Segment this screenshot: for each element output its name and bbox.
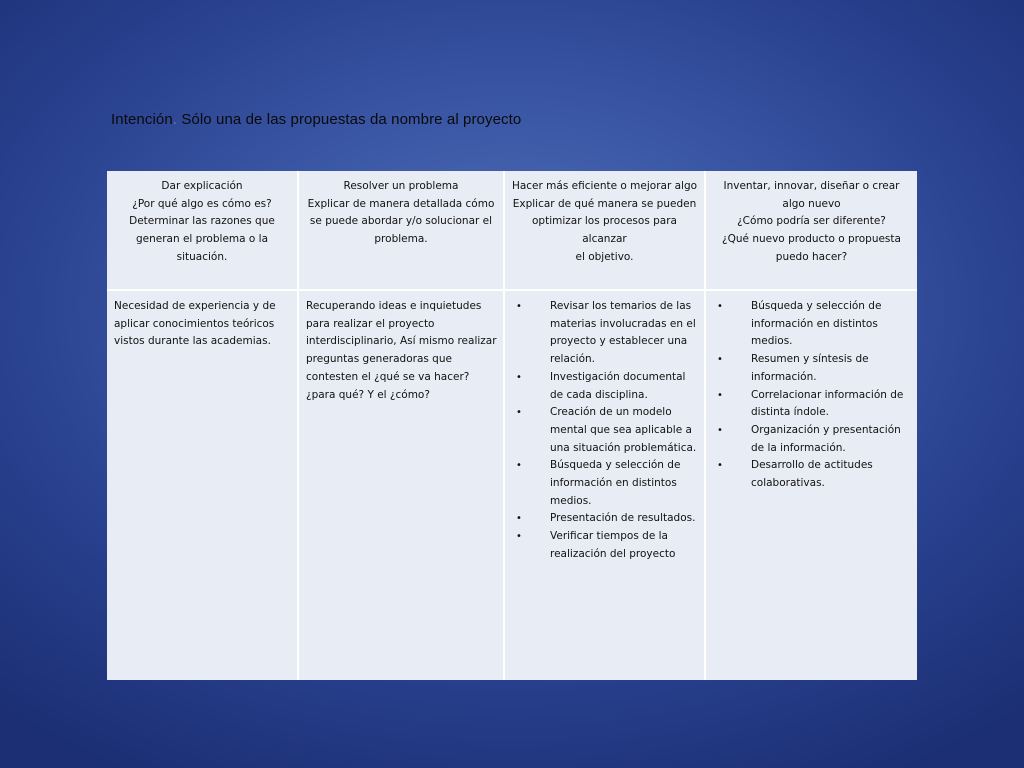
list-item [713, 387, 911, 422]
bullet-icon: • [717, 460, 723, 472]
header-line: Dar explicación [161, 180, 243, 192]
list-item [512, 298, 698, 369]
list-item-text: Correlacionar información de distinta índole. [751, 388, 904, 419]
header-line: generan el problema o la [135, 233, 269, 246]
title-rest: Sólo una de las propuestas da nombre al proyecto [177, 111, 522, 128]
list-item-text: Organización y presentación de la información. [751, 423, 901, 454]
body-cell-explain [107, 291, 299, 680]
header-line: ¿Por qué algo es cómo es? [132, 197, 272, 210]
list-item [512, 457, 698, 510]
header-cell-solve [299, 171, 505, 291]
bullet-icon: • [516, 301, 522, 312]
list-item [713, 457, 911, 492]
bullet-icon: • [516, 531, 522, 543]
header-line: Explicar de qué manera se pueden [512, 197, 697, 210]
bullet-list [713, 298, 911, 493]
list-item-text: Presentación de resultados. [550, 512, 696, 525]
body-cell-improve [505, 291, 706, 680]
list-item [713, 351, 911, 386]
header-line: puedo hacer? [775, 250, 848, 263]
header-cell-explain [107, 171, 299, 291]
header-line: el objetivo. [575, 250, 634, 263]
header-cell-invent [706, 171, 917, 291]
slide-title [111, 111, 521, 128]
body-cell-invent [706, 291, 917, 680]
bullet-list [512, 298, 698, 564]
header-line: Explicar de manera detallada cómo [307, 197, 495, 210]
body-text: Recuperando ideas e inquietudes para realizar el proyecto interdisciplinario, Así mismo realizar preguntas generadoras que contesten el ¿qué se va hacer? ¿para qué? Y el ¿cómo? [306, 300, 497, 401]
bullet-icon: • [516, 407, 522, 419]
header-cell-improve [505, 171, 706, 291]
header-line: situación. [176, 250, 228, 263]
bullet-icon: • [516, 513, 522, 525]
list-item-text: Revisar los temarios de las materias involucradas en el proyecto y establecer una relación. [550, 300, 696, 366]
list-item [512, 369, 698, 404]
list-item [512, 510, 698, 528]
header-line: problema. [374, 233, 428, 246]
list-item-text: Resumen y síntesis de información. [751, 353, 869, 383]
list-item [713, 298, 911, 351]
list-item-text: Desarrollo de actitudes colaborativas. [751, 459, 873, 490]
bullet-icon: • [717, 354, 723, 366]
list-item [713, 422, 911, 457]
bullet-icon: • [717, 424, 723, 436]
header-line: ¿Qué nuevo producto o propuesta [722, 233, 901, 246]
list-item-text: Búsqueda y selección de información en distintos medios. [550, 459, 681, 507]
title-period: . [172, 111, 178, 128]
header-line: optimizar los procesos para alcanzar [532, 215, 677, 246]
header-line: Inventar, innovar, diseñar o crear [723, 180, 900, 192]
list-item-text: Investigación documental de cada disciplina. [550, 370, 686, 401]
bullet-icon: • [717, 301, 723, 312]
bullet-icon: • [516, 371, 522, 383]
list-item [512, 528, 698, 563]
header-line: algo nuevo [782, 197, 841, 210]
bullet-icon: • [516, 460, 522, 472]
list-item-text: Creación de un modelo mental que sea aplicable a una situación problemática. [550, 406, 697, 454]
body-text: Necesidad de experiencia y de aplicar conocimientos teóricos vistos durante las academias. [114, 300, 276, 348]
header-line: Hacer más eficiente o mejorar algo [511, 180, 698, 192]
title-lead: Intención [111, 111, 173, 128]
header-line: Determinar las razones que [129, 215, 275, 228]
bullet-icon: • [717, 389, 723, 401]
header-line: ¿Cómo podría ser diferente? [737, 215, 886, 228]
header-line: se puede abordar y/o solucionar el [309, 215, 493, 228]
list-item-text: Búsqueda y selección de información en distintos medios. [751, 300, 882, 348]
body-cell-solve [299, 291, 505, 680]
list-item [512, 404, 698, 457]
list-item-text: Verificar tiempos de la realización del proyecto [550, 530, 676, 560]
proposals-table [107, 171, 917, 680]
header-line: Resolver un problema [343, 180, 459, 192]
